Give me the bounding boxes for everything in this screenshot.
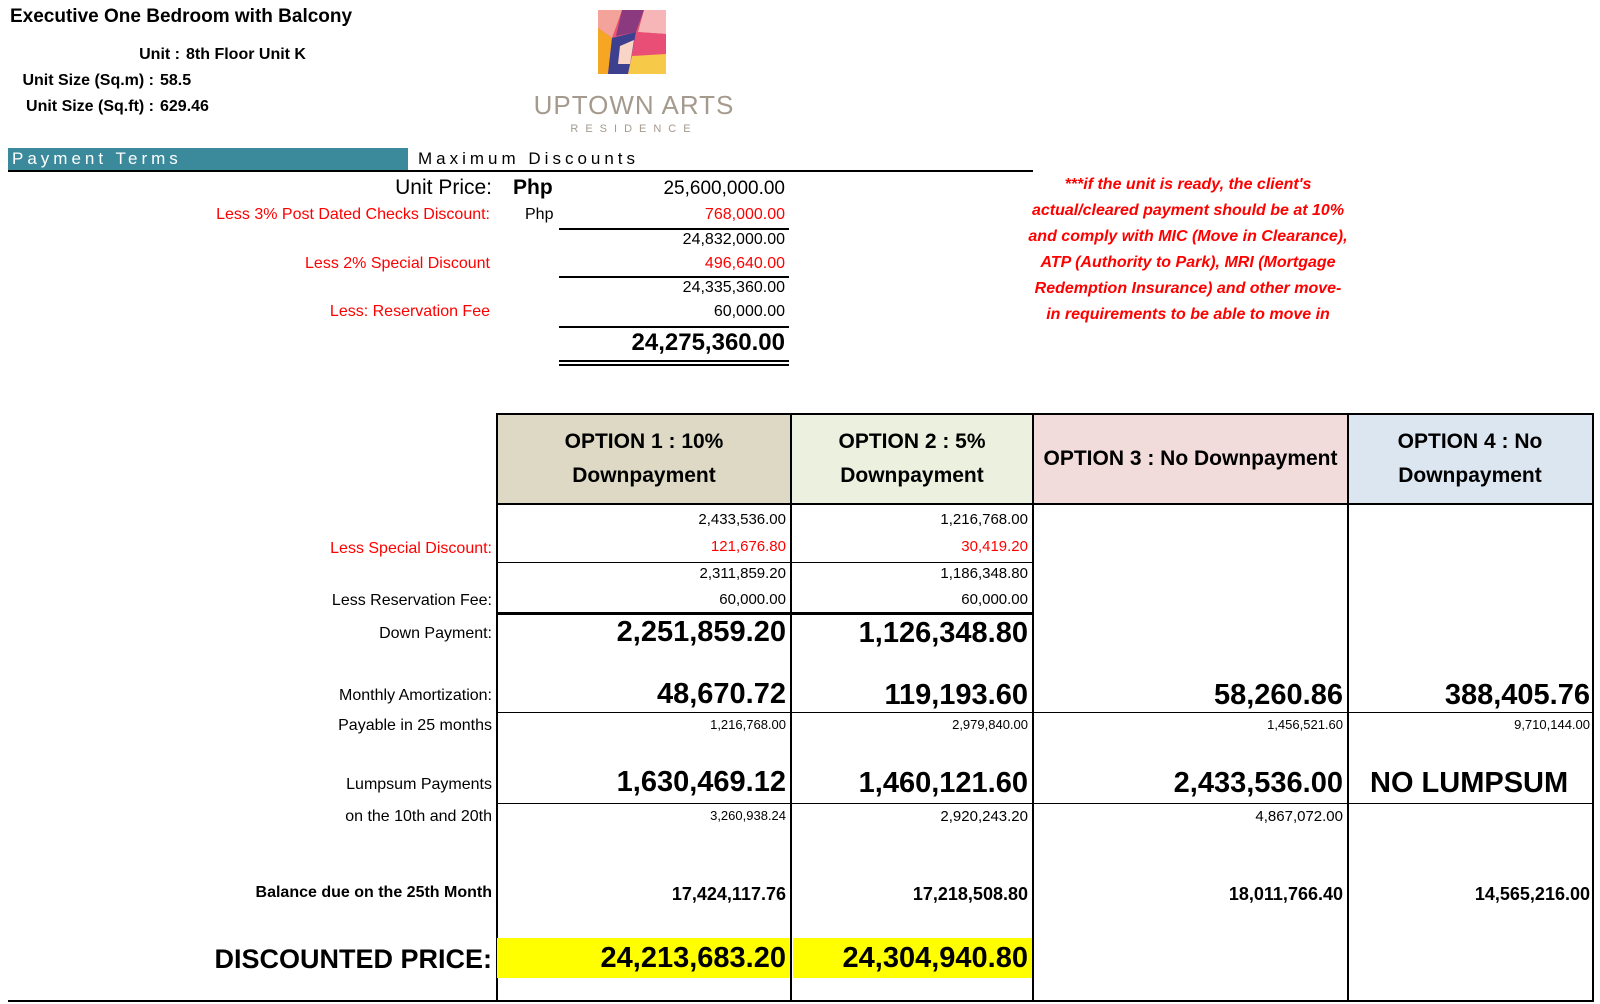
option-2-monthly-total: 2,979,840.00 xyxy=(952,717,1028,732)
option-1-dp-net: 2,311,859.20 xyxy=(699,565,786,582)
option-2-balance: 17,218,508.80 xyxy=(912,884,1028,904)
row-label-special: Less Special Discount: xyxy=(330,540,492,557)
option-1-balance: 17,424,117.76 xyxy=(671,884,786,904)
unit-price-label: Unit Price: xyxy=(395,176,492,199)
table-top-border xyxy=(497,413,1594,415)
option-3-monthly: 58,260.86 xyxy=(1213,679,1343,711)
option-4-header: OPTION 4 : No Downpayment xyxy=(1348,414,1592,504)
net-price: 24,275,360.00 xyxy=(631,329,785,356)
option-1-lumpsum: 1,630,469.12 xyxy=(616,766,786,798)
option-3-monthly-total: 1,456,521.60 xyxy=(1267,717,1343,732)
section-divider xyxy=(8,170,1033,172)
option-2-discounted-price: 24,304,940.80 xyxy=(793,938,1032,978)
subtotal-1: 24,832,000.00 xyxy=(682,231,785,248)
subtotal-rule xyxy=(559,276,789,278)
size-sqft-label: Unit Size (Sq.ft) : xyxy=(26,98,154,115)
subtotal-rule xyxy=(559,228,789,230)
special-discount-value: 496,640.00 xyxy=(704,255,785,272)
row-label-reservation: Less Reservation Fee: xyxy=(331,592,492,609)
option-1-monthly-total: 1,216,768.00 xyxy=(710,717,786,732)
reservation-fee-value: 60,000.00 xyxy=(713,303,785,320)
option-2-reservation: 60,000.00 xyxy=(961,591,1028,608)
reservation-fee-label: Less: Reservation Fee xyxy=(329,303,490,320)
subtotal-2: 24,335,360.00 xyxy=(682,279,785,296)
option-4-balance: 14,565,216.00 xyxy=(1474,884,1590,904)
option-2-lumpsum: 1,460,121.60 xyxy=(858,767,1028,799)
row-label-downpayment: Down Payment: xyxy=(379,625,492,642)
option-1-discounted-price: 24,213,683.20 xyxy=(497,938,790,978)
option-1-reservation: 60,000.00 xyxy=(719,591,786,608)
option-2-monthly: 119,193.60 xyxy=(884,679,1028,711)
option-3-lumpsum: 2,433,536.00 xyxy=(1173,767,1343,799)
logo-subtitle: RESIDENCE xyxy=(570,123,698,135)
option-3-lumpsum-total: 4,867,072.00 xyxy=(1255,808,1343,825)
option-3-balance: 18,011,766.40 xyxy=(1228,884,1343,904)
row-rule xyxy=(497,562,1033,563)
payment-terms-bar: Payment Terms xyxy=(8,148,408,170)
option-2-special-discount: 30,419.20 xyxy=(961,538,1028,555)
logo-mark-icon xyxy=(598,10,666,74)
row-rule-thick xyxy=(497,612,1033,615)
table-header-border xyxy=(497,503,1594,505)
option-4-monthly-total: 9,710,144.00 xyxy=(1514,717,1590,732)
row-label-payable: Payable in 25 months xyxy=(338,717,492,734)
unit-price-currency: Php xyxy=(513,176,553,199)
option-2-header: OPTION 2 : 5% Downpayment xyxy=(791,414,1033,504)
unit-value: 8th Floor Unit K xyxy=(186,46,306,63)
unit-type-title: Executive One Bedroom with Balcony xyxy=(10,6,353,27)
option-1-lumpsum-total: 3,260,938.24 xyxy=(710,808,786,823)
size-sqft-value: 629.46 xyxy=(160,98,209,115)
option-4-monthly: 388,405.76 xyxy=(1444,679,1590,711)
row-rule xyxy=(497,712,1594,713)
pdc-discount-value: 768,000.00 xyxy=(704,206,785,223)
double-rule-bottom xyxy=(559,364,789,366)
row-label-discounted-price: DISCOUNTED PRICE: xyxy=(214,944,492,974)
pdc-discount-label: Less 3% Post Dated Checks Discount: xyxy=(216,206,490,223)
double-rule-top xyxy=(559,360,789,362)
option-1-header: OPTION 1 : 10% Downpayment xyxy=(497,414,791,504)
option-2-dp-net: 1,186,348.80 xyxy=(940,565,1028,582)
special-discount-label: Less 2% Special Discount xyxy=(305,255,490,272)
maximum-discounts-label: Maximum Discounts xyxy=(418,149,640,168)
option-2-lumpsum-total: 2,920,243.20 xyxy=(940,808,1028,825)
size-sqm-value: 58.5 xyxy=(160,72,192,89)
row-label-lumpsum-when: on the 10th and 20th xyxy=(345,808,492,825)
option-1-dp-gross: 2,433,536.00 xyxy=(698,511,786,528)
unit-price-value: 25,600,000.00 xyxy=(663,178,785,199)
row-label-monthly: Monthly Amortization: xyxy=(339,687,492,704)
option-2-dp-gross: 1,216,768.00 xyxy=(940,511,1028,528)
table-bottom-border xyxy=(8,1000,1594,1002)
option-4-no-lumpsum: NO LUMPSUM xyxy=(1370,767,1569,799)
option-1-monthly: 48,670.72 xyxy=(656,678,786,710)
option-3-header: OPTION 3 : No Downpayment xyxy=(1033,414,1348,504)
row-label-lumpsum: Lumpsum Payments xyxy=(346,776,492,793)
pdc-currency: Php xyxy=(525,206,554,223)
logo-name: UPTOWN ARTS xyxy=(533,90,735,120)
size-sqm-label: Unit Size (Sq.m) : xyxy=(22,72,154,89)
row-rule xyxy=(497,803,1594,804)
table-col-line xyxy=(1592,413,1594,1002)
unit-label: Unit : xyxy=(139,46,180,63)
option-2-downpayment: 1,126,348.80 xyxy=(858,617,1028,649)
option-1-special-discount: 121,676.80 xyxy=(710,538,786,555)
row-label-balance: Balance due on the 25th Month xyxy=(255,884,492,901)
move-in-note: ***if the unit is ready, the client's actual/cleared payment should be at 10% and comply with MIC (Move in Clearance), ATP (Authority to Park), MRI (Mortgage Redemption Insurance) and other move-in requirements to be able to move in xyxy=(1028,176,1348,323)
option-1-downpayment: 2,251,859.20 xyxy=(616,616,786,648)
net-rule xyxy=(559,326,789,328)
